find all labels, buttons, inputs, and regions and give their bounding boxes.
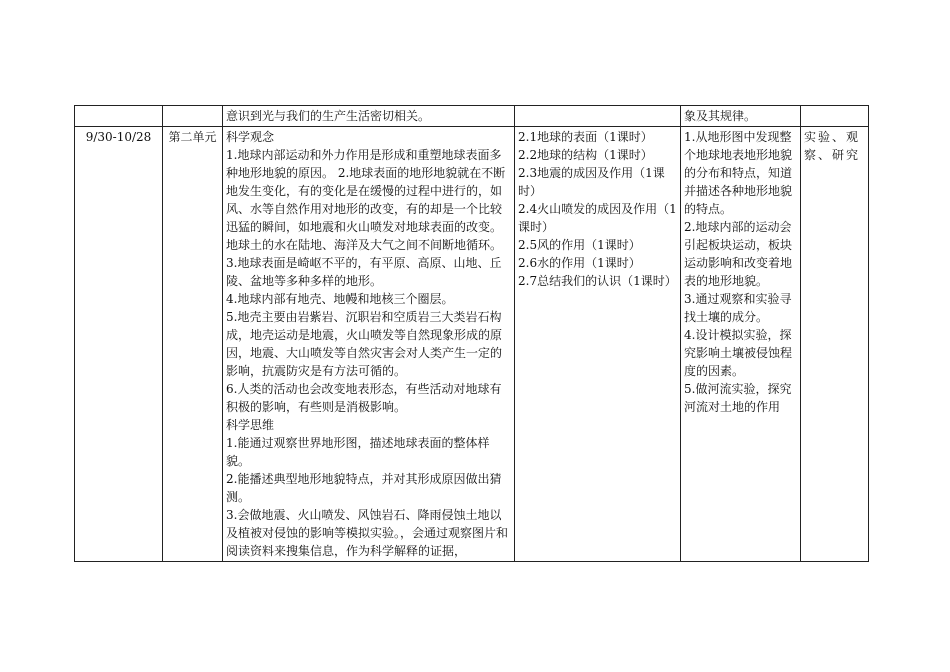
prev-row-tail [75, 106, 869, 127]
activity-item: 3.通过观察和实验寻找土壤的成分。 [684, 292, 792, 324]
objective-item: 6.人类的活动也会改变地表形态，有些活动对地球有积极的影响，有些则是消极影响。 [226, 382, 502, 414]
prev-activities-text: 象及其规律。 [684, 109, 757, 123]
objective-item: 2.能播述典型地形地貌特点，并对其形成原因做出猜测。 [226, 472, 502, 504]
prev-lessons-cell [515, 106, 681, 127]
lesson-item: 2.5风的作用（1课时） [518, 238, 641, 252]
teaching-plan-table [74, 105, 869, 562]
lesson-item: 2.3地震的成因及作用（1课时） [518, 166, 665, 198]
objective-item: 1.能通过观察世界地形图，描述地球表面的整体样貌。 [226, 436, 490, 468]
unit-name: 第二单元 [168, 130, 217, 144]
objectives-heading-thinking: 科学思维 [226, 418, 275, 432]
unit-two-row [75, 127, 869, 562]
activities-cell [681, 127, 801, 562]
prev-date-cell [75, 106, 163, 127]
prev-methods-cell [801, 106, 869, 127]
date-cell [75, 127, 163, 562]
prev-unit-cell [163, 106, 223, 127]
objective-item: 3.会做地震、火山喷发、风蚀岩石、降雨侵蚀土地以及植被对侵蚀的影响等模拟实验。，会通过观察图片和阅读资料来搜集信息，作为科学解释的证据， [226, 508, 509, 558]
unit-cell [163, 127, 223, 562]
lessons-cell [515, 127, 681, 562]
objective-item: 1.地球内部运动和外力作用是形成和重塑地球表面多种地形地貌的原因。 2.地球表面的地形地貌就在不断地发生变化，有的变化是在缓慢的过程中进行的，如风、水等自然作用对地形的改变，有的却是一个比较迅猛的瞬间，如地震和火山喷发对地球表面的改变。地球土的水在陆地、海洋及大气之间不间断地循环。 [226, 148, 506, 252]
objectives-heading-concept: 科学观念 [226, 130, 275, 144]
prev-activities-cell [681, 106, 801, 127]
activity-item: 1.从地形图中发现整个地球地表地形地貌的分布和特点，知道并描述各种地形地貌的特点。 [684, 130, 793, 216]
lesson-item: 2.1地球的表面（1课时） [518, 130, 653, 144]
activity-item: 4.设计模拟实验，探究影响土壤被侵蚀程度的因素。 [684, 328, 793, 378]
activity-item: 5.做河流实验，探究河流对土地的作用 [684, 382, 792, 414]
objectives-cell [223, 127, 515, 562]
lesson-item: 2.2地球的结构（1课时） [518, 148, 653, 162]
prev-objectives-cell [223, 106, 515, 127]
methods-cell [801, 127, 869, 562]
objective-item: 4.地球内部有地壳、地幔和地核三个圈层。 [226, 292, 454, 306]
lesson-item: 2.6水的作用（1课时） [518, 256, 641, 270]
lesson-item: 2.7总结我们的认识（1课时） [518, 274, 677, 288]
methods-text: 实验、观察、研究 [804, 130, 861, 162]
prev-objectives-text: 意识到光与我们的生产生活密切相关。 [226, 109, 431, 123]
activity-item: 2.地球内部的运动会引起板块运动，板块运动影响和改变着地表的地形地貌。 [684, 220, 793, 288]
objective-item: 5.地壳主要由岩紫岩、沉职岩和空质岩三大类岩石构成，地壳运动是地震，火山喷发等自然现象形成的原因，地震、大山喷发等自然灾害会对人类产生一定的影响，抗震防灾是有方法可循的。 [226, 310, 503, 378]
date-range: 9/30-10/28 [85, 130, 152, 144]
lesson-item: 2.4火山喷发的成因及作用（1课时） [518, 202, 677, 234]
objective-item: 3.地球表面是崎岖不平的，有平原、高原、山地、丘陵、盆地等多种多样的地形。 [226, 256, 502, 288]
